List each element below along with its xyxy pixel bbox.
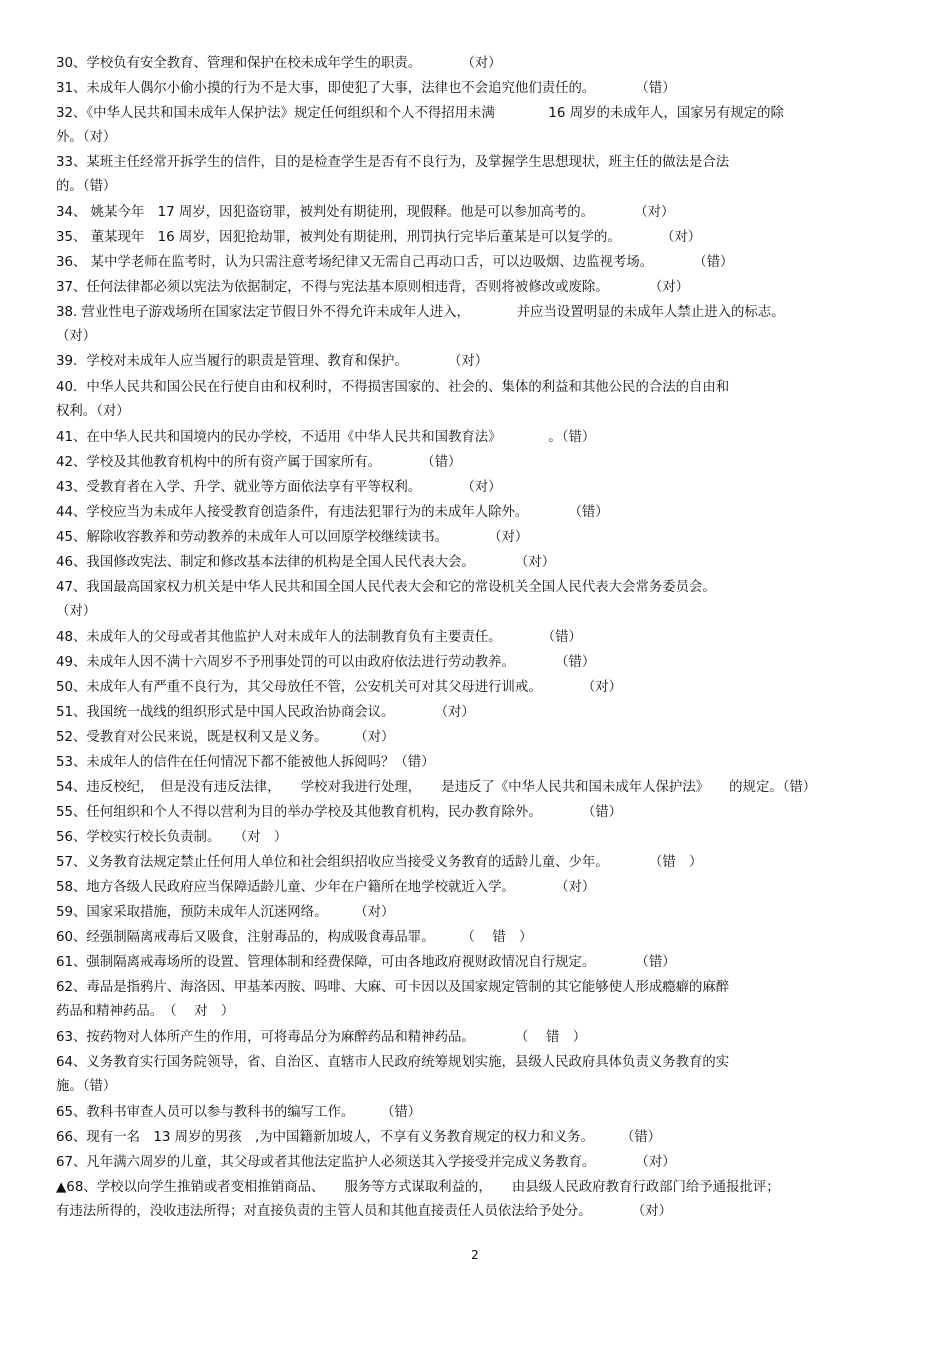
- question-text-line: 61、强制隔离戒毒场所的设置、管理体制和经费保障，可由各地政府视财政情况自行规定。 （错）: [56, 955, 676, 970]
- question-text-line: 45、解除收容教养和劳动教养的未成年人可以回原学校继续读书。 （对）: [56, 530, 529, 545]
- question-text-line: 37、任何法律都必须以宪法为依据制定，不得与宪法基本原则相违背，否则将被修改或废除。 （对）: [56, 280, 689, 295]
- question-text-line: 药品和精神药品。 （ 对 ）: [56, 1004, 235, 1019]
- question-text-line: 57、义务教育法规定禁止任何用人单位和社会组织招收应当接受义务教育的适龄儿童、少年。 （错 ）: [56, 855, 703, 870]
- question-item: [56, 676, 906, 700]
- question-item: [56, 1051, 906, 1099]
- question-text-line: 59、国家采取措施，预防未成年人沉迷网络。 （对）: [56, 905, 395, 920]
- question-text-line: 49、未成年人因不满十六周岁不予刑事处罚的可以由政府依法进行劳动教养。 （错）: [56, 655, 596, 670]
- question-text-line: 30、学校负有安全教育、管理和保护在校未成年学生的职责。 （对）: [56, 56, 502, 71]
- question-item: [56, 926, 906, 950]
- question-text-line: 44、学校应当为未成年人接受教育创造条件，有违法犯罪行为的未成年人除外。 （错）: [56, 505, 609, 520]
- question-text-line: 51、我国统一战线的组织形式是中国人民政治协商会议。 （对）: [56, 705, 475, 720]
- question-item: [56, 1101, 906, 1125]
- question-item: [56, 1126, 906, 1150]
- question-item: [56, 826, 906, 850]
- question-item: [56, 801, 906, 825]
- question-text-line: 62、毒品是指鸦片、海洛因、甲基苯丙胺、吗啡、大麻、可卡因以及国家规定管制的其它能够使人形成瘾癖的麻醉: [56, 980, 730, 995]
- question-text-line: 41、在中华人民共和国境内的民办学校，不适用《中华人民共和国教育法》 。（错）: [56, 430, 596, 445]
- question-item: [56, 726, 906, 750]
- question-item: [56, 526, 906, 550]
- question-text-line: 43、受教育者在入学、升学、就业等方面依法享有平等权利。 （对）: [56, 480, 502, 495]
- question-text-line: 40．中华人民共和国公民在行使自由和权利时，不得损害国家的、社会的、集体的利益和其他公民的合法的自由和: [56, 380, 730, 395]
- question-text-line: 50、未成年人有严重不良行为，其父母放任不管，公安机关可对其父母进行训戒。 （对）: [56, 680, 623, 695]
- question-item: [56, 901, 906, 925]
- question-item: [56, 226, 906, 250]
- question-text-line: （对）: [56, 329, 97, 344]
- question-item: [56, 501, 906, 525]
- question-text-line: 31、未成年人偶尔小偷小摸的行为不是大事，即使犯了大事，法律也不会追究他们责任的。 （错）: [56, 81, 676, 96]
- question-item: [56, 102, 906, 150]
- question-text-line: 42、学校及其他教育机构中的所有资产属于国家所有。 （错）: [56, 455, 462, 470]
- question-item: [56, 201, 906, 225]
- question-text-line: 32、《中华人民共和国未成年人保护法》规定任何组织和个人不得招用未满 16 周岁的未成年人，国家另有规定的除: [56, 106, 784, 121]
- question-text-line: 33、某班主任经常开拆学生的信件，目的是检查学生是否有不良行为，及掌握学生思想现状，班主任的做法是合法: [56, 155, 730, 170]
- question-item: [56, 251, 906, 275]
- question-item: [56, 301, 906, 349]
- question-item: [56, 376, 906, 424]
- question-item: [56, 77, 906, 101]
- question-item: [56, 951, 906, 975]
- question-item: [56, 350, 906, 374]
- question-text-line: 65、教科书审查人员可以参与教科书的编写工作。 （错）: [56, 1105, 422, 1120]
- question-item: [56, 701, 906, 725]
- question-item: [56, 651, 906, 675]
- question-text-line: 39．学校对未成年人应当履行的职责是管理、教育和保护。 （对）: [56, 354, 489, 369]
- question-text-line: 34、 姚某今年 17 周岁，因犯盗窃罪，被判处有期徒刑，现假释。他是可以参加高考的。 （对）: [56, 205, 675, 220]
- question-item: [56, 151, 906, 199]
- question-item: [56, 576, 906, 624]
- question-text-line: 66、现有一名 13 周岁的男孩 ,为中国籍新加坡人，不享有义务教育规定的权力和义务。 （错）: [56, 1130, 661, 1145]
- question-item: [56, 451, 906, 475]
- question-text-line: 54、违反校纪， 但是没有违反法律， 学校对我进行处理， 是违反了《中华人民共和国未成年人保护法》 的规定。（错）: [56, 780, 817, 795]
- question-item: [56, 976, 906, 1024]
- question-text-line: 58、地方各级人民政府应当保障适龄儿童、少年在户籍所在地学校就近入学。 （对）: [56, 880, 596, 895]
- question-text-line: 53、未成年人的信件在任何情况下都不能被他人拆阅吗？（错）: [56, 755, 435, 770]
- question-text-line: 67、凡年满六周岁的儿童，其父母或者其他法定监护人必须送其入学接受并完成义务教育。 （对）: [56, 1155, 676, 1170]
- question-text-line: 施。（错）: [56, 1079, 117, 1094]
- question-item: [56, 551, 906, 575]
- question-item: [56, 1176, 906, 1224]
- question-text-line: （对）: [56, 604, 97, 619]
- question-text-line: 的。（错）: [56, 179, 117, 194]
- question-item: [56, 476, 906, 500]
- question-text-line: ▲68、学校以向学生推销或者变相推销商品、 服务等方式谋取利益的， 由县级人民政府教育行政部门给予通报批评；: [56, 1180, 780, 1195]
- question-item: [56, 751, 906, 775]
- question-text-line: 55、任何组织和个人不得以营利为目的举办学校及其他教育机构，民办教育除外。 （错）: [56, 805, 623, 820]
- question-text-line: 60、经强制隔离戒毒后又吸食，注射毒品的，构成吸食毒品罪。 （ 错 ）: [56, 930, 533, 945]
- question-item: [56, 52, 906, 76]
- question-text-line: 35、 董某现年 16 周岁，因犯抢劫罪，被判处有期徒刑，刑罚执行完毕后董某是可以复学的。 （对）: [56, 230, 702, 245]
- question-text-line: 46、我国修改宪法、制定和修改基本法律的机构是全国人民代表大会。 （对）: [56, 555, 556, 570]
- question-text-line: 36、 某中学老师在监考时，认为只需注意考场纪律又无需自己再动口舌，可以边吸烟、边监视考场。 （错）: [56, 255, 734, 270]
- question-item: [56, 1026, 906, 1050]
- question-text-line: 64、义务教育实行国务院领导，省、自治区、直辖市人民政府统筹规划实施，县级人民政府具体负责义务教育的实: [56, 1055, 730, 1070]
- question-text-line: 56、学校实行校长负责制。 （对 ）: [56, 830, 288, 845]
- question-text-line: 权利。（对）: [56, 404, 130, 419]
- question-text-line: 38. 营业性电子游戏场所在国家法定节假日外不得允许未成年人进入， 并应当设置明显的未成年人禁止进入的标志。: [56, 305, 785, 320]
- question-item: [56, 851, 906, 875]
- question-text-line: 63、按药物对人体所产生的作用，可将毒品分为麻醉药品和精神药品。 （ 错 ）: [56, 1030, 587, 1045]
- question-item: [56, 276, 906, 300]
- question-item: [56, 626, 906, 650]
- question-text-line: 47、我国最高国家权力机关是中华人民共和国全国人民代表大会和它的常设机关全国人民代表大会常务委员会。: [56, 580, 716, 595]
- page-number: 2: [471, 1248, 479, 1262]
- question-text-line: 48、未成年人的父母或者其他监护人对未成年人的法制教育负有主要责任。 （错）: [56, 630, 582, 645]
- question-item: [56, 876, 906, 900]
- question-item: [56, 776, 906, 800]
- question-item: [56, 1151, 906, 1175]
- question-text-line: 有违法所得的，没收违法所得；对直接负责的主管人员和其他直接责任人员依法给予处分。 （对）: [56, 1204, 672, 1219]
- question-text-line: 52、受教育对公民来说，既是权利又是义务。 （对）: [56, 730, 395, 745]
- question-text-line: 外。（对）: [56, 130, 117, 145]
- question-item: [56, 426, 906, 450]
